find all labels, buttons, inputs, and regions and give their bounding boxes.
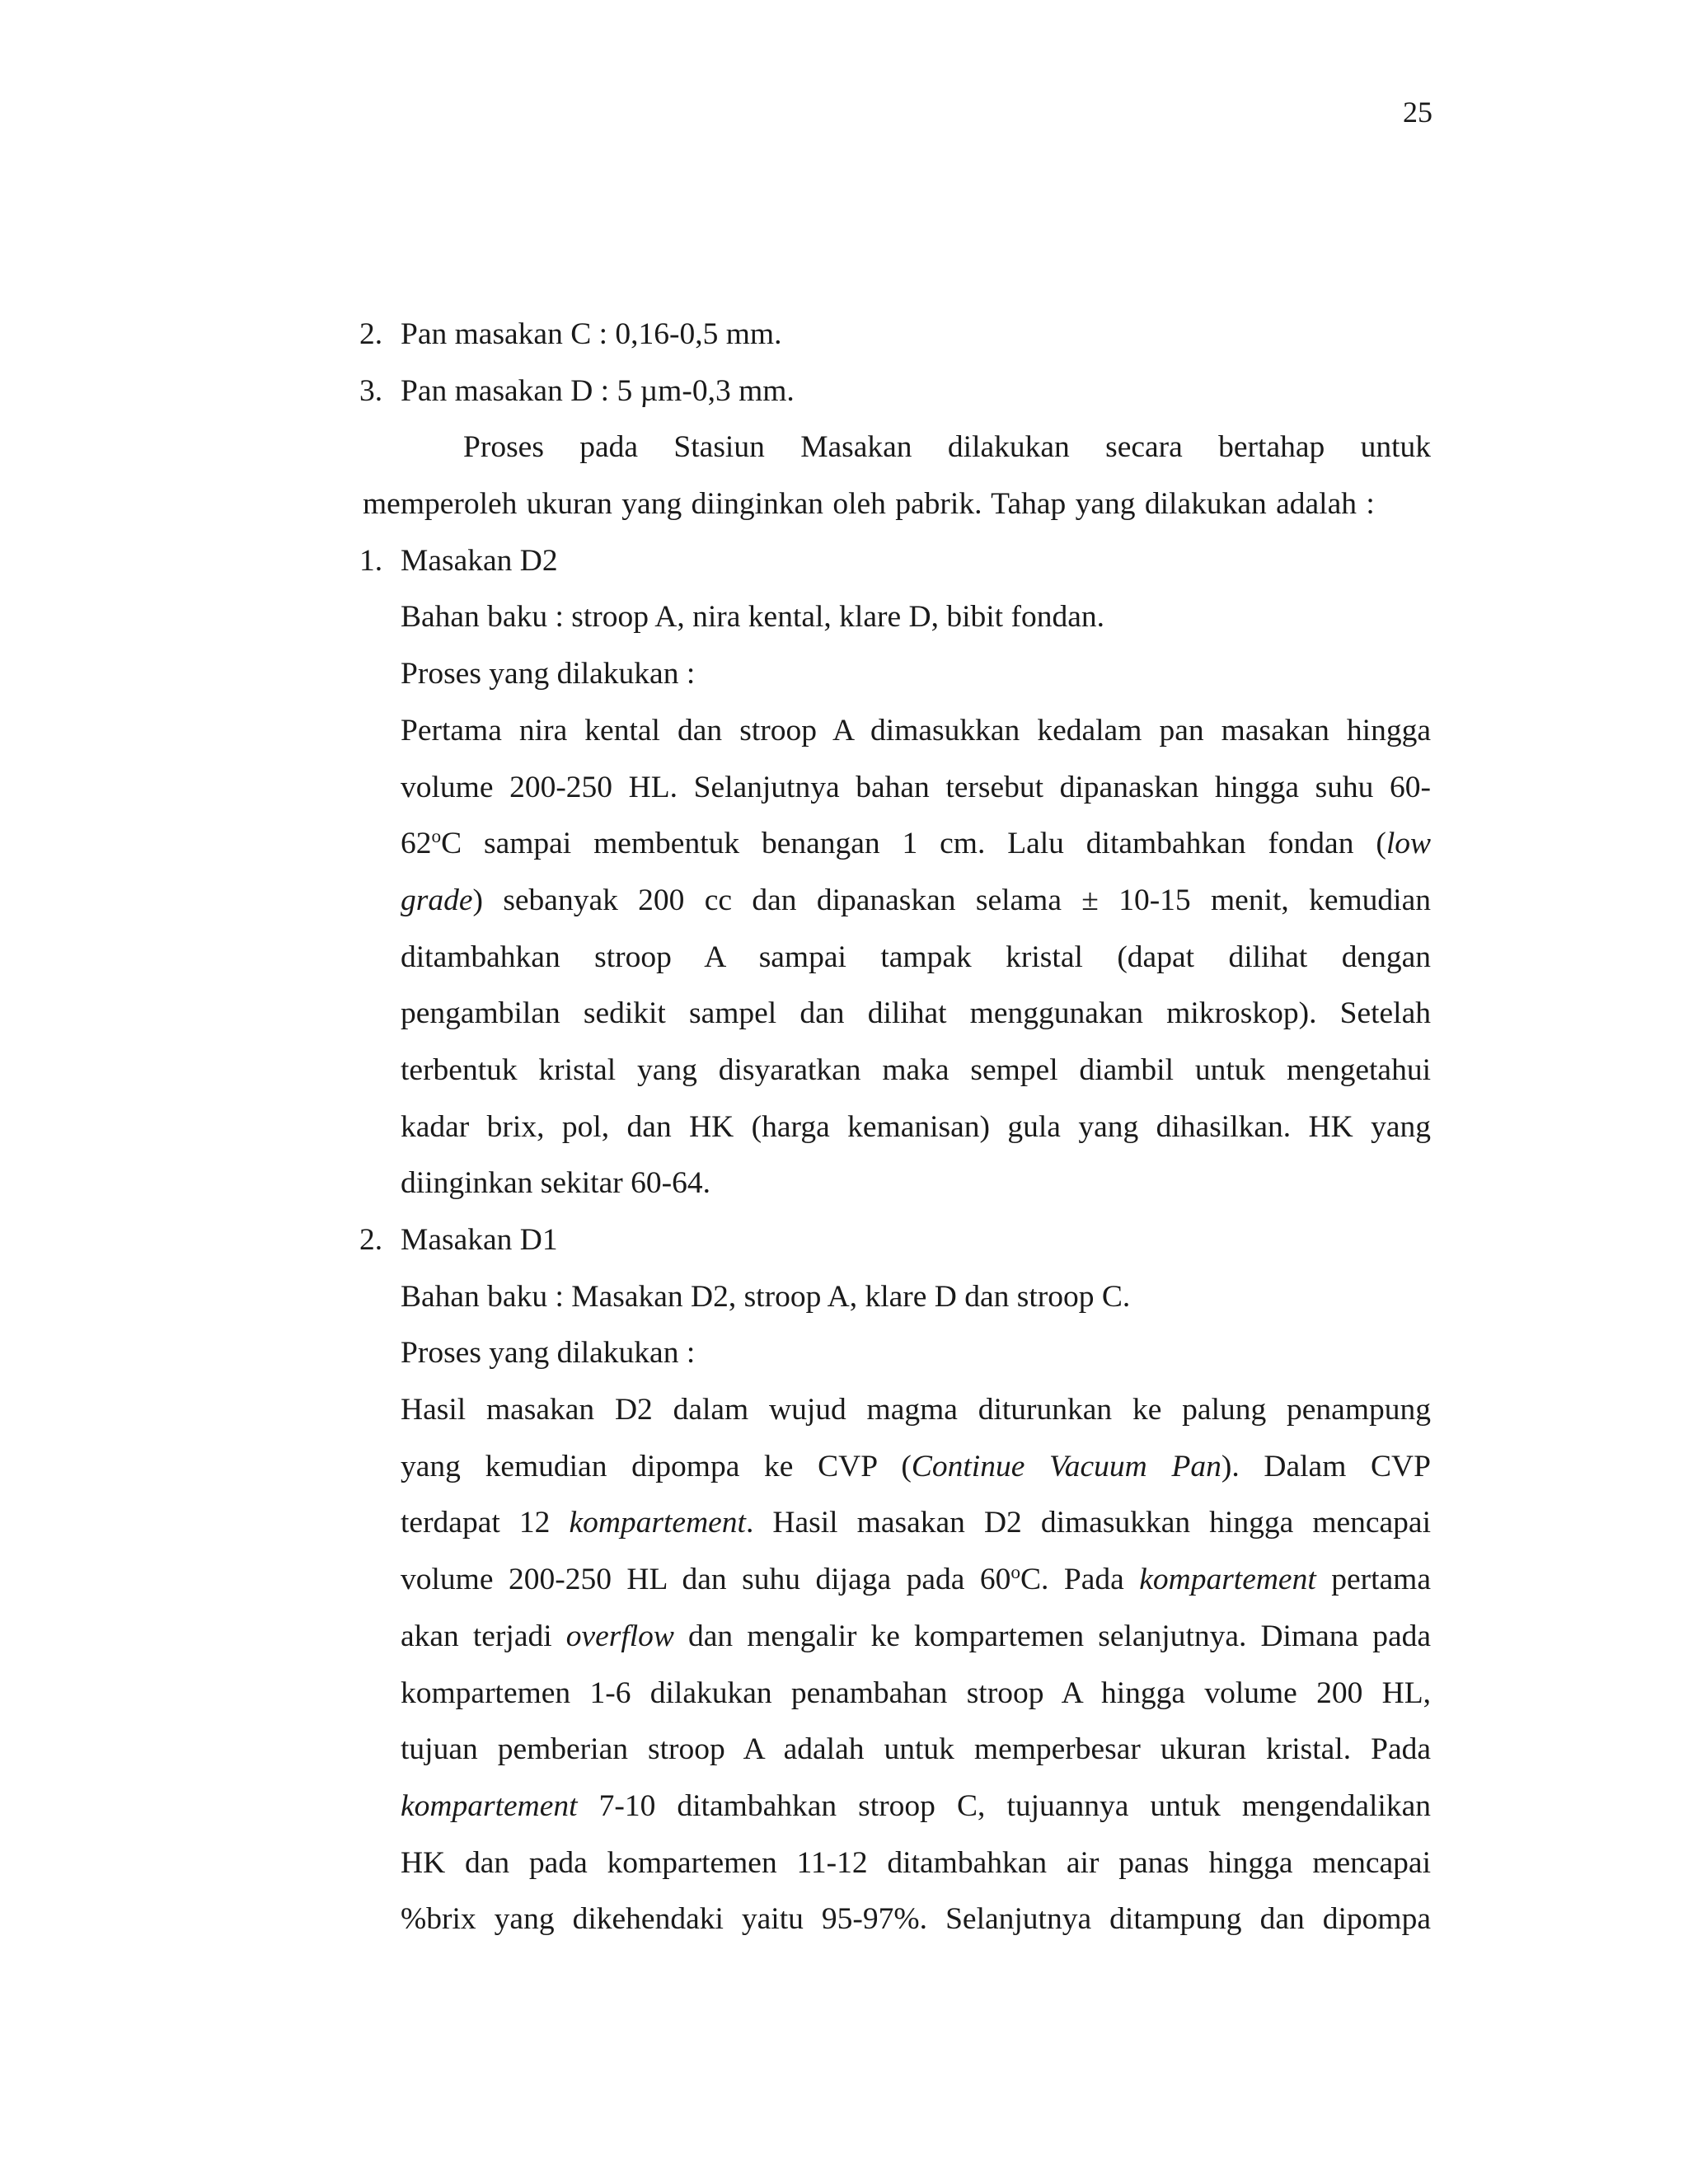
section-title: Masakan D2 xyxy=(401,543,558,578)
text-run: ). Dalam CVP xyxy=(1221,1449,1431,1483)
italic-term: overflow xyxy=(565,1619,674,1653)
italic-term: kompartement xyxy=(569,1506,746,1540)
list-text: Pan masakan D : 5 µm-0,3 mm. xyxy=(401,373,795,408)
paragraph-line: diinginkan sekitar 60-64. xyxy=(401,1166,710,1201)
text-run: terdapat 12 xyxy=(401,1506,570,1540)
document-body xyxy=(0,307,1688,1948)
list-item xyxy=(0,363,1688,420)
section-heading xyxy=(0,1212,1688,1269)
paragraph-line: Hasil masakan D2 dalam wujud magma diturunkan ke palung penampung xyxy=(401,1393,1431,1427)
text-run: dan mengalir ke kompartemen selanjutnya. Dimana pada xyxy=(673,1619,1432,1653)
paragraph-line: terbentuk kristal yang disyaratkan maka sempel diambil untuk mengetahui xyxy=(401,1052,1431,1087)
section-marker: 1. xyxy=(359,543,383,578)
paragraph-line: kompartemen 1-6 dilakukan penambahan stroop A hingga volume 200 HL, xyxy=(401,1675,1431,1710)
paragraph-line xyxy=(401,1552,1431,1609)
text-run: yang kemudian dipompa ke CVP ( xyxy=(401,1449,912,1483)
paragraph-line xyxy=(401,1495,1431,1552)
paragraph-line: pengambilan sedikit sampel dan dilihat menggunakan mikroskop). Setelah xyxy=(401,996,1431,1031)
paragraph-line: ditambahkan stroop A sampai tampak kristal (dapat dilihat dengan xyxy=(401,940,1431,974)
page-number: 25 xyxy=(1403,96,1432,129)
list-text: Pan masakan C : 0,16-0,5 mm. xyxy=(401,317,782,351)
text-run: 62 xyxy=(401,827,432,861)
list-marker: 2. xyxy=(359,317,383,351)
intro-line-2: memperoleh ukuran yang diinginkan oleh pabrik. Tahap yang dilakukan adalah : xyxy=(363,487,1375,522)
paragraph-line xyxy=(401,816,1431,873)
italic-term: grade xyxy=(401,883,473,917)
paragraph-line: Pertama nira kental dan stroop A dimasukkan kedalam pan masakan hingga xyxy=(401,713,1431,748)
text-run: C. Pada xyxy=(1020,1563,1140,1597)
paragraph-line: tujuan pemberian stroop A adalah untuk memperbesar ukuran kristal. Pada xyxy=(401,1732,1431,1767)
text-run: akan terjadi xyxy=(401,1619,566,1653)
section-title: Masakan D1 xyxy=(401,1223,558,1257)
italic-term: low xyxy=(1386,827,1431,861)
text-run: ) sebanyak 200 cc dan dipanaskan selama ± 10-15 menit, kemudian xyxy=(472,883,1431,917)
proses-label: Proses yang dilakukan : xyxy=(401,1336,696,1371)
bahan-baku-text: Bahan baku : Masakan D2, stroop A, klare D dan stroop C. xyxy=(401,1279,1131,1314)
superscript: o xyxy=(431,826,442,848)
paragraph-line xyxy=(401,1609,1431,1666)
paragraph-line: volume 200-250 HL. Selanjutnya bahan tersebut dipanaskan hingga suhu 60- xyxy=(401,770,1431,804)
italic-term: Continue Vacuum Pan xyxy=(911,1449,1221,1483)
intro-line-1: Proses pada Stasiun Masakan dilakukan secara bertahap untuk xyxy=(463,430,1431,465)
bahan-baku-text: Bahan baku : stroop A, nira kental, klare D, bibit fondan. xyxy=(401,600,1104,635)
list-item xyxy=(0,307,1688,363)
italic-term: kompartement xyxy=(1139,1563,1316,1597)
text-run: . Hasil masakan D2 dimasukkan hingga mencapai xyxy=(745,1506,1431,1540)
section-heading xyxy=(0,533,1688,590)
paragraph-line: %brix yang dikehendaki yaitu 95-97%. Selanjutnya ditampung dan dipompa xyxy=(401,1902,1431,1937)
paragraph-line xyxy=(401,1779,1431,1835)
text-run: pertama xyxy=(1315,1563,1431,1597)
italic-term: kompartement xyxy=(401,1788,578,1823)
intro-paragraph-line xyxy=(0,476,1688,533)
paragraph-line: kadar brix, pol, dan HK (harga kemanisan) gula yang dihasilkan. HK yang xyxy=(401,1109,1431,1144)
paragraph-line: HK dan pada kompartemen 11-12 ditambahkan air panas hingga mencapai xyxy=(401,1845,1431,1880)
intro-paragraph-line xyxy=(0,419,1688,476)
text-run: 7-10 ditambahkan stroop C, tujuannya untuk mengendalikan xyxy=(577,1788,1431,1823)
text-run: C sampai membentuk benangan 1 cm. Lalu ditambahkan fondan ( xyxy=(441,827,1386,861)
text-run: volume 200-250 HL dan suhu dijaga pada 60 xyxy=(401,1563,1011,1597)
proses-label: Proses yang dilakukan : xyxy=(401,657,696,691)
paragraph-line xyxy=(401,1439,1431,1496)
paragraph-line xyxy=(401,873,1431,930)
list-marker: 3. xyxy=(359,373,383,408)
section-marker: 2. xyxy=(359,1223,383,1257)
superscript: o xyxy=(1010,1562,1020,1584)
